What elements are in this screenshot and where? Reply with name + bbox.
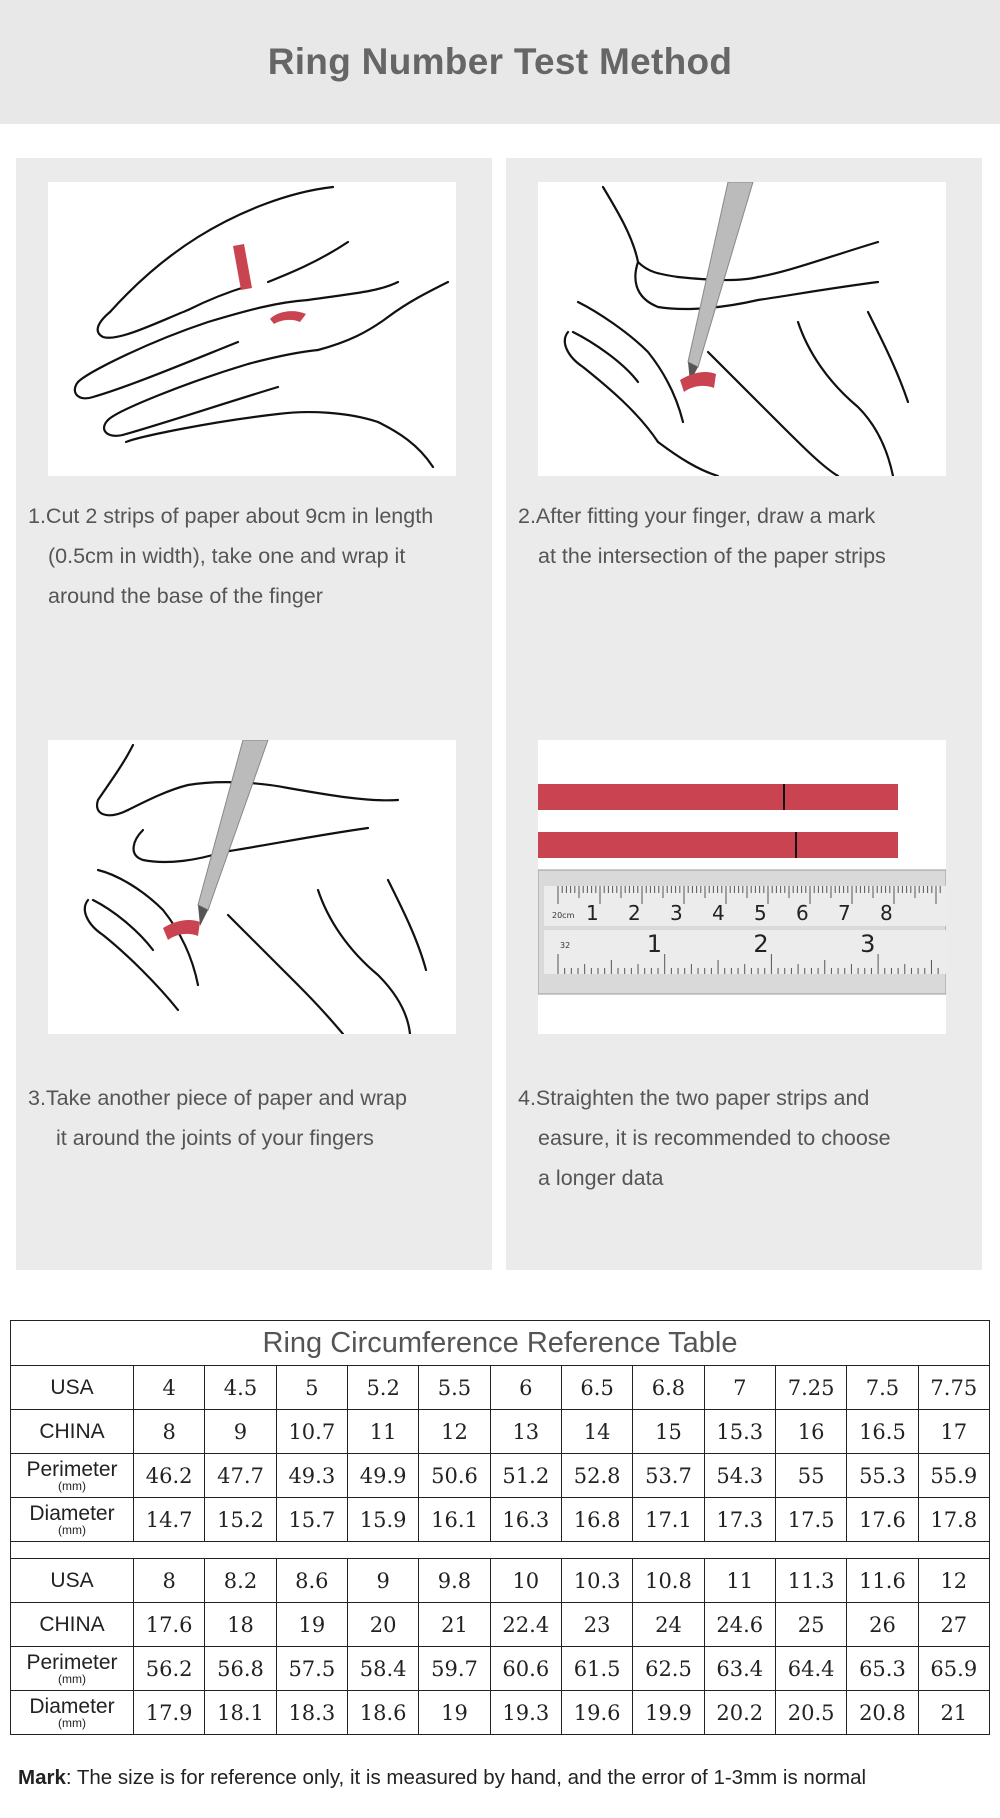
step-1-caption bbox=[28, 496, 488, 616]
table-cell: 55 bbox=[775, 1454, 846, 1498]
table-cell: 12 bbox=[419, 1410, 490, 1454]
row-label-text: CHINA bbox=[39, 1419, 105, 1443]
joint-wrap-illustration bbox=[48, 740, 456, 1034]
table-cell: 5.2 bbox=[347, 1366, 418, 1410]
table-cell: 54.3 bbox=[704, 1454, 775, 1498]
table-cell: 17.1 bbox=[633, 1498, 704, 1542]
pen bbox=[198, 740, 268, 910]
table-spacer-cell bbox=[11, 1542, 990, 1559]
ruler-cm-label: 2 bbox=[628, 901, 641, 925]
table-cell: 12 bbox=[918, 1559, 989, 1603]
table-cell: 7.5 bbox=[847, 1366, 918, 1410]
row-label-usa bbox=[11, 1366, 134, 1410]
ruler-cm-label: 1 bbox=[586, 901, 599, 925]
row-label-diameter bbox=[11, 1498, 134, 1542]
step-4-line-1: 4.Straighten the two paper strips and bbox=[518, 1086, 870, 1110]
table-cell: 21 bbox=[419, 1603, 490, 1647]
table-cell: 58.4 bbox=[347, 1647, 418, 1691]
table-cell: 17.8 bbox=[918, 1498, 989, 1542]
table-cell: 19 bbox=[419, 1691, 490, 1735]
table-row-perimeter bbox=[11, 1647, 990, 1691]
step-2-caption bbox=[518, 496, 978, 576]
table-cell: 65.3 bbox=[847, 1647, 918, 1691]
table-cell: 11.6 bbox=[847, 1559, 918, 1603]
table-cell: 24.6 bbox=[704, 1603, 775, 1647]
table-cell: 13 bbox=[490, 1410, 561, 1454]
step-1-line-2: (0.5cm in width), take one and wrap it bbox=[48, 544, 406, 568]
table-cell: 4.5 bbox=[205, 1366, 276, 1410]
table-cell: 62.5 bbox=[633, 1647, 704, 1691]
step-3-panel bbox=[16, 718, 492, 1270]
table-cell: 55.3 bbox=[847, 1454, 918, 1498]
table-row-china bbox=[11, 1603, 990, 1647]
table-cell: 19.3 bbox=[490, 1691, 561, 1735]
ruler-inch-label: 1 bbox=[646, 930, 662, 958]
step-1-line-3: around the base of the finger bbox=[48, 584, 323, 608]
table-cell: 27 bbox=[918, 1603, 989, 1647]
table-cell: 15.3 bbox=[704, 1410, 775, 1454]
table-row-diameter bbox=[11, 1498, 990, 1542]
ruler-cm-label: 7 bbox=[838, 901, 851, 925]
table-cell: 51.2 bbox=[490, 1454, 561, 1498]
table-cell: 11 bbox=[704, 1559, 775, 1603]
ruler-inch-label: 2 bbox=[753, 930, 769, 958]
table-cell: 18.6 bbox=[347, 1691, 418, 1735]
paper-strip-1 bbox=[538, 784, 898, 810]
table-cell: 15 bbox=[633, 1410, 704, 1454]
table-cell: 20.8 bbox=[847, 1691, 918, 1735]
footnote bbox=[18, 1766, 988, 1790]
ruler-cm-label: 8 bbox=[880, 901, 893, 925]
step-2-panel bbox=[506, 158, 982, 723]
row-label-perimeter bbox=[11, 1454, 134, 1498]
table-cell: 6.5 bbox=[561, 1366, 632, 1410]
table-cell: 53.7 bbox=[633, 1454, 704, 1498]
paper-strip-on-finger bbox=[680, 372, 716, 392]
table-cell: 59.7 bbox=[419, 1647, 490, 1691]
table-cell: 16 bbox=[775, 1410, 846, 1454]
table-cell: 9.8 bbox=[419, 1559, 490, 1603]
table-cell: 55.9 bbox=[918, 1454, 989, 1498]
table-cell: 17.6 bbox=[134, 1603, 205, 1647]
row-label-text: USA bbox=[50, 1568, 94, 1592]
row-label-text: Diameter bbox=[29, 1501, 115, 1525]
ruler-cm-label: 3 bbox=[670, 901, 683, 925]
table-cell: 14 bbox=[561, 1410, 632, 1454]
row-label-unit: (mm) bbox=[58, 1671, 86, 1686]
table-cell: 7.25 bbox=[775, 1366, 846, 1410]
hand-wrap-drawing bbox=[48, 182, 456, 476]
row-label-text: CHINA bbox=[39, 1612, 105, 1636]
table-cell: 64.4 bbox=[775, 1647, 846, 1691]
table-cell: 26 bbox=[847, 1603, 918, 1647]
ruler-cm-label: 4 bbox=[712, 901, 725, 925]
table-cell: 18.1 bbox=[205, 1691, 276, 1735]
table-cell: 5 bbox=[276, 1366, 347, 1410]
table-cell: 20 bbox=[347, 1603, 418, 1647]
table-cell: 10.8 bbox=[633, 1559, 704, 1603]
table-cell: 15.7 bbox=[276, 1498, 347, 1542]
step-4-caption bbox=[518, 1078, 978, 1198]
table-cell: 61.5 bbox=[561, 1647, 632, 1691]
ruler bbox=[538, 870, 946, 994]
page-header bbox=[0, 0, 1000, 124]
table-cell: 7 bbox=[704, 1366, 775, 1410]
table-cell: 10 bbox=[490, 1559, 561, 1603]
table-cell: 56.8 bbox=[205, 1647, 276, 1691]
row-label-usa bbox=[11, 1559, 134, 1603]
table-cell: 15.9 bbox=[347, 1498, 418, 1542]
table-cell: 6 bbox=[490, 1366, 561, 1410]
table-cell: 25 bbox=[775, 1603, 846, 1647]
ruler-inch-label: 3 bbox=[860, 930, 876, 958]
table-spacer-row bbox=[11, 1542, 990, 1559]
step-2-line-1: 2.After fitting your finger, draw a mark bbox=[518, 504, 876, 528]
table-cell: 46.2 bbox=[134, 1454, 205, 1498]
table-cell: 52.8 bbox=[561, 1454, 632, 1498]
table-cell: 14.7 bbox=[134, 1498, 205, 1542]
table-cell: 5.5 bbox=[419, 1366, 490, 1410]
table-row-perimeter bbox=[11, 1454, 990, 1498]
row-label-unit: (mm) bbox=[58, 1522, 86, 1537]
paper-strip-on-finger bbox=[233, 244, 252, 290]
table-cell: 6.8 bbox=[633, 1366, 704, 1410]
paper-strip-2 bbox=[538, 832, 898, 858]
table-cell: 21 bbox=[918, 1691, 989, 1735]
footnote-text: : The size is for reference only, it is measured by hand, and the error of 1-3mm is normal bbox=[65, 1766, 867, 1789]
table-cell: 16.8 bbox=[561, 1498, 632, 1542]
table-cell: 16.5 bbox=[847, 1410, 918, 1454]
table-cell: 9 bbox=[205, 1410, 276, 1454]
table-cell: 16.1 bbox=[419, 1498, 490, 1542]
table-cell: 18.3 bbox=[276, 1691, 347, 1735]
table-cell: 20.2 bbox=[704, 1691, 775, 1735]
table-cell: 65.9 bbox=[918, 1647, 989, 1691]
table-cell: 8.2 bbox=[205, 1559, 276, 1603]
ruler-cm-label: 5 bbox=[754, 901, 767, 925]
reference-table-section bbox=[10, 1320, 990, 1735]
table-cell: 19.9 bbox=[633, 1691, 704, 1735]
row-label-unit: (mm) bbox=[58, 1478, 86, 1493]
table-cell: 49.3 bbox=[276, 1454, 347, 1498]
table-cell: 15.2 bbox=[205, 1498, 276, 1542]
table-cell: 19 bbox=[276, 1603, 347, 1647]
ring-size-table bbox=[10, 1320, 990, 1735]
step-2-line-2: at the intersection of the paper strips bbox=[538, 544, 886, 568]
ruler-illustration bbox=[538, 740, 946, 1034]
table-row-diameter bbox=[11, 1691, 990, 1735]
table-cell: 20.5 bbox=[775, 1691, 846, 1735]
table-cell: 8.6 bbox=[276, 1559, 347, 1603]
row-label-text: USA bbox=[50, 1375, 94, 1399]
table-cell: 11 bbox=[347, 1410, 418, 1454]
pen-mark-drawing bbox=[538, 182, 946, 476]
hand-wrap-illustration bbox=[48, 182, 456, 476]
step-3-caption bbox=[28, 1078, 488, 1158]
table-cell: 50.6 bbox=[419, 1454, 490, 1498]
table-cell: 10.7 bbox=[276, 1410, 347, 1454]
table-cell: 11.3 bbox=[775, 1559, 846, 1603]
table-cell: 16.3 bbox=[490, 1498, 561, 1542]
step-4-panel bbox=[506, 718, 982, 1270]
step-1-panel bbox=[16, 158, 492, 723]
page-title: Ring Number Test Method bbox=[267, 41, 733, 82]
table-cell: 56.2 bbox=[134, 1647, 205, 1691]
table-cell: 9 bbox=[347, 1559, 418, 1603]
ruler-cm-unit: 20cm bbox=[552, 911, 575, 920]
table-cell: 22.4 bbox=[490, 1603, 561, 1647]
table-cell: 17.5 bbox=[775, 1498, 846, 1542]
table-cell: 60.6 bbox=[490, 1647, 561, 1691]
row-label-china bbox=[11, 1410, 134, 1454]
joint-wrap-drawing bbox=[48, 740, 456, 1034]
table-cell: 17 bbox=[918, 1410, 989, 1454]
table-cell: 19.6 bbox=[561, 1691, 632, 1735]
table-cell: 49.9 bbox=[347, 1454, 418, 1498]
row-label-diameter bbox=[11, 1691, 134, 1735]
table-cell: 8 bbox=[134, 1410, 205, 1454]
table-cell: 17.3 bbox=[704, 1498, 775, 1542]
row-label-unit: (mm) bbox=[58, 1715, 86, 1730]
table-cell: 47.7 bbox=[205, 1454, 276, 1498]
table-cell: 57.5 bbox=[276, 1647, 347, 1691]
table-cell: 17.6 bbox=[847, 1498, 918, 1542]
table-cell: 8 bbox=[134, 1559, 205, 1603]
step-3-line-1: 3.Take another piece of paper and wrap bbox=[28, 1086, 407, 1110]
table-cell: 18 bbox=[205, 1603, 276, 1647]
step-4-line-2: easure, it is recommended to choose bbox=[538, 1126, 891, 1150]
table-cell: 24 bbox=[633, 1603, 704, 1647]
step-4-line-3: a longer data bbox=[538, 1166, 664, 1190]
ruler-inch-mark: 32 bbox=[560, 941, 571, 950]
pen bbox=[688, 182, 753, 367]
footnote-label: Mark bbox=[18, 1766, 66, 1789]
table-cell: 4 bbox=[134, 1366, 205, 1410]
table-cell: 10.3 bbox=[561, 1559, 632, 1603]
row-label-text: Diameter bbox=[29, 1694, 115, 1718]
table-title: Ring Circumference Reference Table bbox=[11, 1321, 990, 1366]
table-cell: 63.4 bbox=[704, 1647, 775, 1691]
table-row-usa bbox=[11, 1366, 990, 1410]
table-cell: 7.75 bbox=[918, 1366, 989, 1410]
paper-strip-end bbox=[270, 311, 306, 324]
step-1-line-1: 1.Cut 2 strips of paper about 9cm in length bbox=[28, 504, 434, 528]
table-cell: 17.9 bbox=[134, 1691, 205, 1735]
table-row-china bbox=[11, 1410, 990, 1454]
row-label-text: Perimeter bbox=[26, 1650, 118, 1674]
ruler-cm-label: 6 bbox=[796, 901, 809, 925]
ruler-drawing bbox=[538, 740, 946, 1034]
row-label-perimeter bbox=[11, 1647, 134, 1691]
row-label-text: Perimeter bbox=[26, 1457, 118, 1481]
step-3-line-2: it around the joints of your fingers bbox=[56, 1126, 374, 1150]
row-label-china bbox=[11, 1603, 134, 1647]
pen-mark-illustration bbox=[538, 182, 946, 476]
table-cell: 23 bbox=[561, 1603, 632, 1647]
table-row-usa bbox=[11, 1559, 990, 1603]
